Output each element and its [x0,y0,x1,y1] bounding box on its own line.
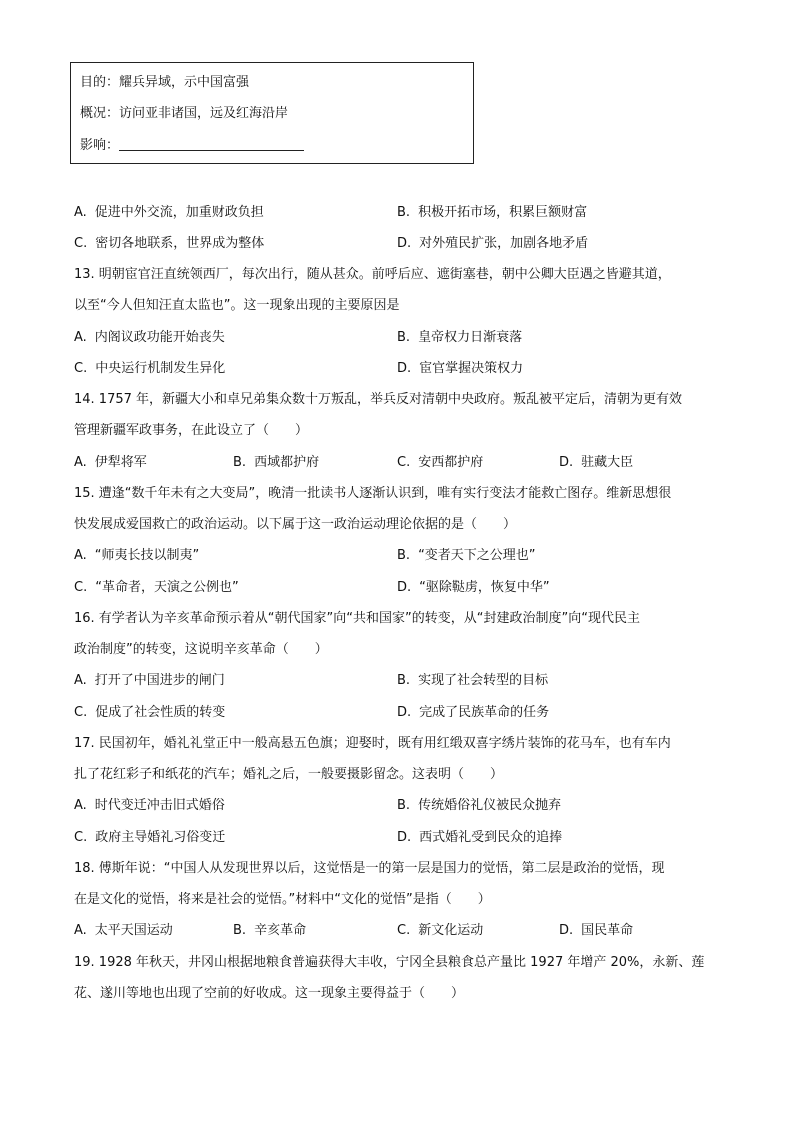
option-text: 驻藏大臣 [581,455,634,470]
q14-option-c [397,454,483,472]
q18-stem-line1: 18. 傅斯年说：“中国人从发现世界以后，这觉悟是一的第一层是国力的觉悟，第二层是政治的觉悟，现 [74,861,665,876]
option-letter: B. [397,205,411,220]
q13-option-c [74,360,225,378]
q14-option-d [559,454,633,472]
q13-option-b [397,329,522,347]
option-letter: C. [74,705,88,720]
option-text: 伊犁将军 [94,455,147,470]
option-letter: D. [397,580,412,595]
option-letter: A. [74,798,87,813]
option-letter: D. [559,923,574,938]
option-letter: B. [233,923,247,938]
option-text: 政府主导婚礼习俗变迁 [95,830,226,845]
q17-option-c [74,829,225,847]
option-letter: D. [397,830,412,845]
option-text: 传统婚俗礼仪被民众抛弃 [418,798,562,813]
option-letter: B. [397,548,411,563]
option-letter: B. [233,455,247,470]
box-impact-label: 影响： [80,138,120,153]
option-letter: D. [397,236,412,251]
option-text: 中央运行机制发生异化 [95,361,226,376]
q13-option-d [397,360,523,378]
box-impact [80,136,304,155]
option-letter: C. [397,455,411,470]
option-letter: B. [397,330,411,345]
option-letter: C. [74,361,88,376]
q14-option-b [233,454,319,472]
q18-stem-line2: 在是文化的觉悟，将来是社会的觉悟。”材料中“文化的觉悟”是指（ ） [74,892,491,907]
q17-option-d [397,829,562,847]
q15-stem-line1: 15. 遭逢“数千年未有之大变局”，晚清一批读书人逐渐认识到，唯有实行变法才能救亡图存。维新思想很 [74,486,672,501]
q17-stem-line1: 17. 民国初年，婚礼礼堂正中一般高悬五色旗；迎娶时，既有用红缎双喜字绣片装饰的花马车，也有车内 [74,736,671,751]
q16-stem-line2: 政治制度”的转变，这说明辛亥革命（ ） [74,642,328,657]
q15-option-a [74,547,199,565]
option-text: “革命者，天演之公例也” [95,580,239,595]
q16-option-c [74,704,225,722]
option-text: 新文化运动 [418,923,484,938]
option-letter: A. [74,923,87,938]
option-letter: B. [397,798,411,813]
box-purpose: 目的：耀兵异域，示中国富强 [80,75,250,90]
q18-option-d [559,922,633,940]
option-letter: C. [74,236,88,251]
option-letter: A. [74,673,87,688]
option-text: 西式婚礼受到民众的追捧 [419,830,563,845]
q12-option-a [74,204,264,222]
option-text: “变者天下之公理也” [418,548,536,563]
option-letter: D. [559,455,574,470]
q16-option-a [74,672,225,690]
option-text: 完成了民族革命的任务 [419,705,550,720]
option-text: 实现了社会转型的目标 [418,673,549,688]
box-overview: 概况：访问亚非诸国，远及红海沿岸 [80,106,289,121]
q12-option-c [74,235,264,253]
option-text: 密切各地联系，世界成为整体 [95,236,265,251]
fill-in-blank [119,136,304,151]
q19-stem-line2: 花、遂川等地也出现了空前的好收成。这一现象主要得益于（ ） [74,986,465,1001]
option-text: 宦官掌握决策权力 [419,361,524,376]
option-letter: D. [397,705,412,720]
q18-option-a [74,922,173,940]
option-letter: C. [397,923,411,938]
option-text: 太平天国运动 [94,923,173,938]
q17-option-b [397,797,561,815]
option-text: 辛亥革命 [254,923,307,938]
option-letter: A. [74,205,87,220]
q13-option-a [74,329,225,347]
q14-option-a [74,454,147,472]
q14-stem-line2: 管理新疆军政事务，在此设立了（ ） [74,423,309,438]
option-text: 西域都护府 [254,455,320,470]
option-text: 促进中外交流，加重财政负担 [94,205,264,220]
option-letter: B. [397,673,411,688]
q16-option-d [397,704,549,722]
option-letter: C. [74,580,88,595]
option-letter: A. [74,455,87,470]
option-letter: A. [74,548,87,563]
q12-option-b [397,204,587,222]
option-text: 对外殖民扩张，加剧各地矛盾 [419,236,589,251]
q16-option-b [397,672,548,690]
q18-option-b [233,922,306,940]
option-text: 皇帝权力日渐衰落 [418,330,523,345]
option-text: 内阁议政功能开始丧失 [94,330,225,345]
q17-option-a [74,797,225,815]
q15-option-b [397,547,536,565]
q15-stem-line2: 快发展成爱国救亡的政治运动。以下属于这一政治运动理论依据的是（ ） [74,517,517,532]
option-letter: C. [74,830,88,845]
q15-option-c [74,579,239,597]
option-text: 积极开拓市场，积累巨额财富 [418,205,588,220]
q18-option-c [397,922,483,940]
option-text: 国民革命 [581,923,634,938]
option-letter: A. [74,330,87,345]
q12-option-d [397,235,588,253]
option-text: 安西都护府 [418,455,484,470]
option-letter: D. [397,361,412,376]
option-text: 促成了社会性质的转变 [95,705,226,720]
option-text: “驱除鞑虏，恢复中华” [419,580,550,595]
option-text: “师夷长技以制夷” [94,548,200,563]
q16-stem-line1: 16. 有学者认为辛亥革命预示着从“朝代国家”向“共和国家”的转变，从“封建政治制度”向“现代民主 [74,611,640,626]
q19-stem-line1: 19. 1928 年秋天，井冈山根据地粮食普遍获得大丰收，宁冈全县粮食总产量比 1927 年增产 20%，永新、莲 [74,955,705,970]
q15-option-d [397,579,550,597]
q13-stem-line1: 13. 明朝宦官汪直统领西厂，每次出行，随从甚众。前呼后应、遮街塞巷，朝中公卿大臣遇之皆避其道， [74,267,671,282]
option-text: 打开了中国进步的闸门 [94,673,225,688]
q14-stem-line1: 14. 1757 年，新疆大小和卓兄弟集众数十万叛乱，举兵反对清朝中央政府。叛乱被平定后，清朝为更有效 [74,392,683,407]
material-box [70,62,474,164]
q17-stem-line2: 扎了花红彩子和纸花的汽车；婚礼之后，一般要摄影留念。这表明（ ） [74,767,504,782]
option-text: 时代变迁冲击旧式婚俗 [94,798,225,813]
q13-stem-line2: 以至“今人但知汪直太监也”。这一现象出现的主要原因是 [74,298,400,313]
